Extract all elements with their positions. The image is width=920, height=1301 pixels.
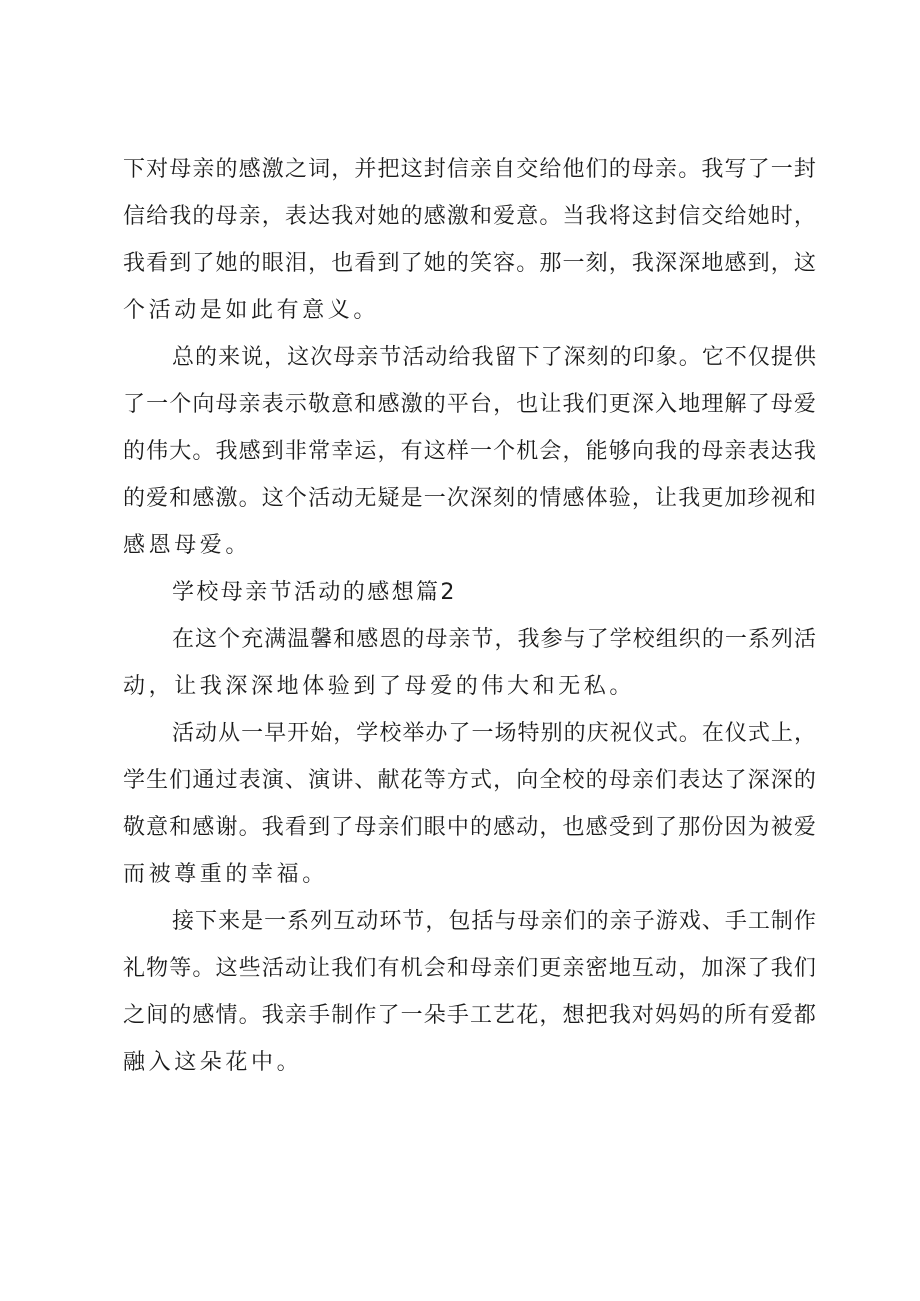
text-line: 学生们通过表演、演讲、献花等方式，向全校的母亲们表达了深深的	[123, 768, 817, 793]
text-line: 动，让我深深地体验到了母爱的伟大和无私。	[123, 674, 636, 699]
text-line: 感恩母爱。	[123, 533, 252, 558]
text-line: 了一个向母亲表示敬意和感激的平台，也让我们更深入地理解了母爱	[123, 392, 817, 417]
text-line: 融入这朵花中。	[123, 1050, 303, 1075]
text-line: 的爱和感激。这个活动无疑是一次深刻的情感体验，让我更加珍视和	[123, 486, 817, 511]
text-line: 的伟大。我感到非常幸运，有这样一个机会，能够向我的母亲表达我	[123, 439, 817, 464]
text-line: 信给我的母亲，表达我对她的感激和爱意。当我将这封信交给她时，	[123, 204, 817, 229]
text-line: 而被尊重的幸福。	[123, 862, 328, 887]
section-heading: 学校母亲节活动的感想篇2	[172, 580, 457, 605]
text-line: 总的来说，这次母亲节活动给我留下了深刻的印象。它不仅提供	[172, 345, 817, 370]
text-line: 个活动是如此有意义。	[123, 298, 380, 323]
text-line: 在这个充满温馨和感恩的母亲节，我参与了学校组织的一系列活	[172, 627, 817, 652]
text-line: 敬意和感谢。我看到了母亲们眼中的感动，也感受到了那份因为被爱	[123, 815, 817, 840]
text-line: 接下来是一系列互动环节，包括与母亲们的亲子游戏、手工制作	[172, 909, 817, 934]
text-line: 活动从一早开始，学校举办了一场特别的庆祝仪式。在仪式上，	[172, 721, 817, 746]
text-line: 下对母亲的感激之词，并把这封信亲自交给他们的母亲。我写了一封	[123, 157, 817, 182]
text-line: 我看到了她的眼泪，也看到了她的笑容。那一刻，我深深地感到，这	[123, 251, 817, 276]
text-line: 礼物等。这些活动让我们有机会和母亲们更亲密地互动，加深了我们	[123, 956, 817, 981]
text-line: 之间的感情。我亲手制作了一朵手工艺花，想把我对妈妈的所有爱都	[123, 1003, 817, 1028]
